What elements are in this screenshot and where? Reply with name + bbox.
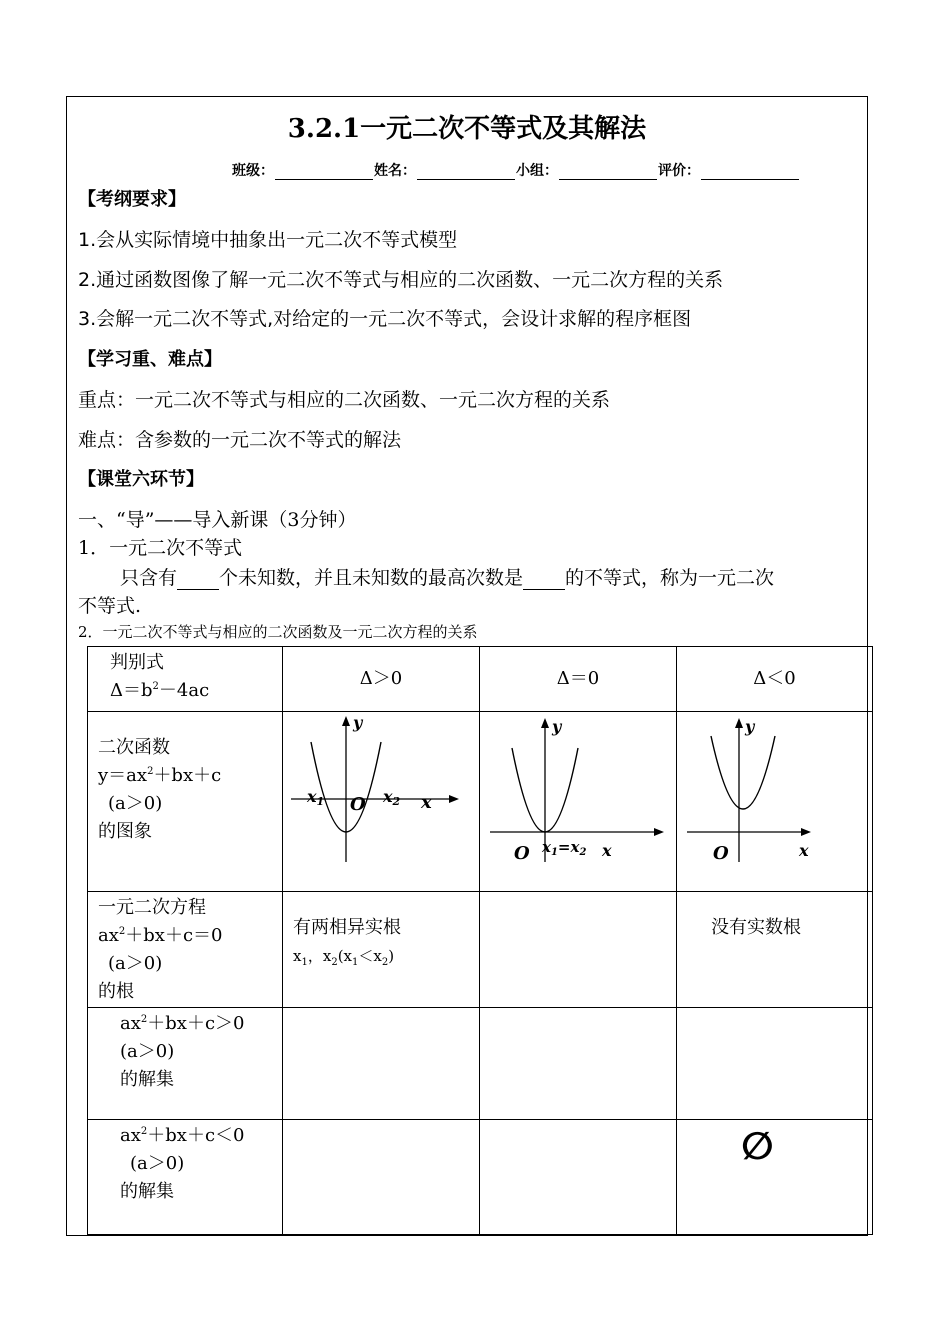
eval-blank[interactable]	[701, 165, 799, 180]
table-cell[interactable]	[480, 1120, 677, 1235]
quadratic-equation-label: 一元二次方程	[98, 897, 206, 918]
table-cell	[88, 1008, 283, 1120]
eval-label: 评价：	[658, 163, 700, 179]
x-axis-label: x	[602, 841, 612, 860]
table-row	[88, 712, 873, 892]
a-positive-note: (a＞0)	[108, 793, 163, 814]
graph-two-roots	[283, 712, 479, 886]
roots-notation: $x_1$，$x_2(x_1<x_2)$	[293, 947, 395, 968]
a-positive-note: (a＞0)	[108, 953, 163, 974]
subsection-two: 2．一元二次不等式与相应的二次函数及一元二次方程的关系	[78, 623, 478, 641]
inequality-less-formula: $ax^2+bx+c<0$	[120, 1125, 245, 1146]
table-cell	[677, 712, 873, 892]
table-cell[interactable]	[677, 1008, 873, 1120]
key-points-heading: 【学习重、难点】	[78, 349, 222, 370]
table-cell	[283, 712, 480, 892]
y-axis-label: y	[552, 717, 562, 736]
table-cell	[88, 647, 283, 712]
delta-zero: Δ＝0	[556, 668, 600, 689]
requirement-item: 1.会从实际情境中抽象出一元二次不等式模型	[78, 229, 458, 251]
group-label: 小组：	[516, 163, 558, 179]
table-cell	[283, 647, 480, 712]
roots-label: 的根	[98, 981, 134, 1002]
no-real-roots: 没有实数根	[711, 917, 801, 938]
key-point: 重点：一元二次不等式与相应的二次函数、一元二次方程的关系	[78, 389, 611, 411]
difficult-point: 难点：含参数的一元二次不等式的解法	[78, 429, 402, 451]
origin-label: O	[713, 843, 729, 864]
page-title: 3.2.1一元二次不等式及其解法	[287, 114, 647, 144]
solution-set-label: 的解集	[120, 1181, 174, 1202]
two-distinct-roots: 有两相异实根	[293, 917, 401, 938]
graph-one-root	[480, 712, 676, 886]
empty-set-symbol: ∅	[741, 1124, 774, 1168]
definition-text-a: 只含有	[120, 567, 178, 589]
discriminant-formula: $\Delta=b^2-4ac$	[110, 680, 210, 701]
name-label: 姓名：	[374, 163, 416, 179]
y-axis-label: y	[745, 717, 755, 736]
name-blank[interactable]	[417, 165, 515, 180]
subsection-one: 1．一元二次不等式	[78, 537, 243, 559]
x-axis-label: x	[421, 792, 432, 813]
requirements-heading: 【考纲要求】	[78, 189, 186, 210]
class-blank[interactable]	[275, 165, 373, 180]
graph-label: 的图象	[98, 821, 152, 842]
requirement-item: 3.会解一元二次不等式,对给定的一元二次不等式，会设计求解的程序框图	[78, 308, 692, 330]
definition-text-c: 的不等式，称为一元二次	[565, 567, 775, 589]
table-cell[interactable]	[480, 1008, 677, 1120]
blank-two[interactable]	[523, 573, 565, 590]
quadratic-function-label: 二次函数	[98, 737, 170, 758]
root-x1-label: x1	[307, 787, 325, 808]
quadratic-function-formula: $y=ax^2+bx+c$	[98, 765, 222, 786]
table-cell	[88, 892, 283, 1008]
quadratic-equation-formula: $ax^2+bx+c=0$	[98, 925, 223, 946]
solution-set-label: 的解集	[120, 1069, 174, 1090]
group-blank[interactable]	[559, 165, 657, 180]
relation-table	[87, 646, 873, 1235]
definition-paragraph	[120, 563, 774, 590]
graph-no-root	[677, 712, 872, 886]
table-cell	[677, 892, 873, 1008]
table-cell	[283, 892, 480, 1008]
table-row	[88, 1120, 873, 1235]
discriminant-label: 判别式	[110, 652, 164, 673]
a-positive-note: (a＞0)	[130, 1153, 185, 1174]
table-cell[interactable]	[283, 1120, 480, 1235]
table-cell	[677, 647, 873, 712]
table-cell[interactable]	[283, 1008, 480, 1120]
inequality-greater-formula: $ax^2+bx+c>0$	[120, 1013, 245, 1034]
origin-label: O	[514, 843, 530, 864]
x-axis-label: x	[799, 841, 809, 860]
table-row	[88, 892, 873, 1008]
y-axis-label: y	[353, 713, 363, 732]
table-cell	[480, 712, 677, 892]
double-root-label: $x_1=x_2$	[542, 838, 587, 858]
table-row	[88, 647, 873, 712]
definition-paragraph-end: 不等式.	[78, 595, 142, 617]
table-row	[88, 1008, 873, 1120]
step-one: 一、“导”——导入新课（3分钟）	[78, 509, 357, 531]
blank-one[interactable]	[177, 573, 219, 590]
requirement-item: 2.通过函数图像了解一元二次不等式与相应的二次函数、一元二次方程的关系	[78, 269, 724, 291]
root-x2-label: x2	[383, 787, 401, 808]
table-cell	[88, 712, 283, 892]
table-cell	[480, 647, 677, 712]
origin-label: O	[350, 794, 366, 815]
definition-text-b: 个未知数，并且未知数的最高次数是	[219, 567, 524, 589]
delta-negative: Δ＜0	[753, 668, 796, 689]
student-info-line	[232, 160, 800, 180]
class-steps-heading: 【课堂六环节】	[78, 469, 204, 490]
a-positive-note: (a＞0)	[120, 1041, 175, 1062]
table-cell	[677, 1120, 873, 1235]
table-cell[interactable]	[480, 892, 677, 1008]
class-label: 班级：	[232, 163, 274, 179]
delta-positive: Δ＞0	[359, 668, 403, 689]
table-cell	[88, 1120, 283, 1235]
